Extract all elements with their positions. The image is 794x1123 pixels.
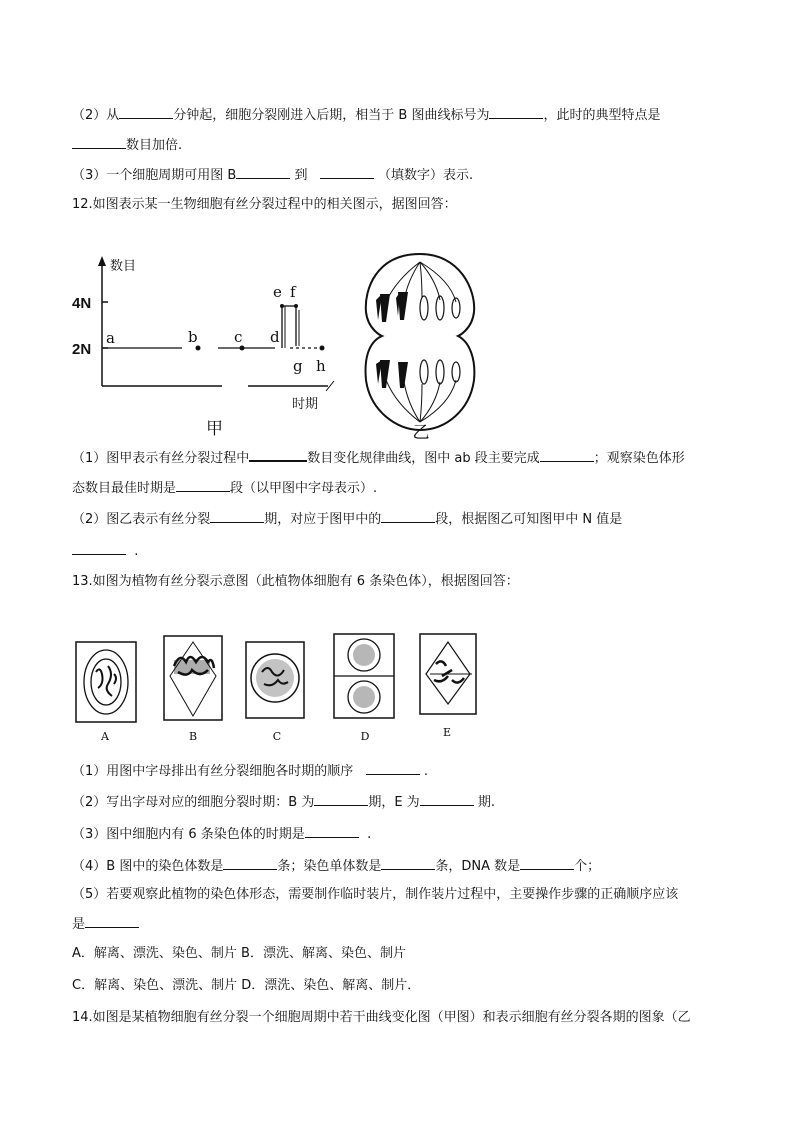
q13-part1-text2: . bbox=[423, 764, 428, 779]
cell-d-drawing bbox=[334, 634, 394, 718]
q12-part2-text1: （2）图乙表示有丝分裂 bbox=[72, 512, 211, 527]
q13-part1-text1: （1）用图中字母排出有丝分裂细胞各时期的顺序 bbox=[72, 764, 354, 779]
q12-part1-line1 bbox=[72, 446, 685, 468]
q11-part2-line1 bbox=[72, 104, 660, 125]
q13-part3-text1: （3）图中细胞内有 6 条染色体的时期是 bbox=[72, 827, 305, 842]
q13-cell-drawings bbox=[74, 632, 484, 724]
q12-part2-text4: . bbox=[134, 544, 139, 559]
anaphase-cell-drawing bbox=[356, 250, 486, 440]
q12-stem: 12.如图表示某一生物细胞有丝分裂过程中的相关图示，据图回答： bbox=[72, 197, 457, 212]
caption-jia: 甲 bbox=[206, 419, 223, 439]
label-h: h bbox=[316, 357, 326, 375]
q13-part1 bbox=[72, 760, 428, 781]
q11-part3-line bbox=[72, 164, 473, 185]
q13-part2-blank2[interactable] bbox=[420, 791, 474, 806]
q14-stem: 14.如图是某植物细胞有丝分裂一个细胞周期中若干曲线变化图（甲图）和表示细胞有丝分裂各期的图象（乙 bbox=[72, 1010, 691, 1025]
q11-part2-blank2[interactable] bbox=[489, 104, 543, 119]
tick-4n: 4N bbox=[72, 295, 92, 312]
q11-part2-blank3[interactable] bbox=[72, 134, 126, 149]
q13-part5-line2 bbox=[72, 913, 139, 934]
q11-part2-line2 bbox=[72, 134, 182, 155]
q13-part1-blank[interactable] bbox=[366, 760, 420, 775]
q13-part3-blank[interactable] bbox=[305, 823, 359, 838]
q13-stem: 13.如图为植物有丝分裂示意图（此植物体细胞有 6 条染色体），根据图回答： bbox=[72, 574, 519, 589]
q13-part4-blank1[interactable] bbox=[223, 855, 277, 870]
cell-a-drawing bbox=[76, 642, 136, 722]
q12-part2-text3: 段，根据图乙可知图甲中 N 值是 bbox=[435, 512, 623, 527]
q13-part2-text3: 期. bbox=[477, 795, 495, 810]
x-axis-label: 时期 bbox=[292, 397, 319, 412]
q12-part1-blank2[interactable] bbox=[540, 447, 594, 462]
q13-part4-text2: 条；染色单体数是 bbox=[277, 859, 382, 874]
point-c bbox=[240, 346, 245, 351]
point-b bbox=[196, 346, 201, 351]
caption-e: E bbox=[442, 726, 452, 739]
q12-part1-text3: ；观察染色体形 bbox=[593, 451, 685, 466]
caption-b: B bbox=[188, 730, 198, 743]
q13-part5-blank[interactable] bbox=[85, 913, 139, 928]
q13-part4 bbox=[72, 855, 600, 876]
q12-part1-line2 bbox=[72, 477, 377, 498]
q13-options-ab: A．解离、漂洗、染色、制片 B．漂洗、解离、染色、制片 bbox=[72, 946, 406, 961]
tick-2n: 2N bbox=[72, 341, 92, 358]
label-f: f bbox=[290, 283, 296, 301]
q12-part1-text2: 数目变化规律曲线，图中 ab 段主要完成 bbox=[307, 451, 540, 466]
q11-part2-text3: ，此时的典型特点是 bbox=[543, 108, 661, 123]
q11-part3-blank2[interactable] bbox=[320, 164, 374, 179]
label-b: b bbox=[188, 328, 198, 346]
q13-options-cd: C．解离、染色、漂洗、制片 D．漂洗、染色、解离、制片． bbox=[72, 978, 421, 993]
q11-part2-text1: （2）从 bbox=[72, 108, 120, 123]
q13-part5-text2: 是 bbox=[72, 917, 86, 932]
label-g: g bbox=[293, 357, 303, 375]
q13-part2-text1: （2）写出字母对应的细胞分裂时期：B 为 bbox=[72, 795, 315, 810]
q12-part2-blank1[interactable] bbox=[210, 508, 264, 523]
point-e bbox=[280, 304, 284, 308]
q13-part2-text2: 期，E 为 bbox=[368, 795, 420, 810]
q13-part5-line1: （5）若要观察此植物的染色体形态，需要制作临时装片，制作装片过程中，主要操作步骤的正确顺序应该 bbox=[72, 887, 679, 902]
caption-a: A bbox=[101, 730, 109, 743]
q12-figure-yi bbox=[356, 250, 486, 443]
q13-part3-text2: . bbox=[367, 827, 372, 842]
q12-part1-blank3[interactable] bbox=[176, 477, 230, 492]
q11-part2-text2: 分钟起，细胞分裂刚进入后期，相当于 B 图曲线标号为 bbox=[173, 108, 490, 123]
q12-part1-text1: （1）图甲表示有丝分裂过程中 bbox=[72, 451, 250, 466]
cell-c-drawing bbox=[246, 642, 304, 718]
caption-c: C bbox=[272, 730, 282, 743]
q12-part2-blank2[interactable] bbox=[381, 508, 435, 523]
q12-part2-line1 bbox=[72, 508, 622, 529]
cell-b-drawing bbox=[164, 636, 222, 720]
q13-figures bbox=[74, 632, 484, 743]
q13-part4-text1: （4）B 图中的染色体数是 bbox=[72, 859, 224, 874]
label-d: d bbox=[270, 328, 280, 346]
q13-part2 bbox=[72, 791, 495, 812]
y-axis-label: 数目 bbox=[110, 259, 137, 274]
q11-part2-blank1[interactable] bbox=[119, 104, 173, 119]
q12-part2-line2 bbox=[72, 540, 138, 561]
point-h bbox=[320, 346, 325, 351]
q11-part3-blank1[interactable] bbox=[236, 164, 290, 179]
y-axis-arrow-icon bbox=[98, 256, 106, 266]
q13-part4-blank3[interactable] bbox=[520, 855, 574, 870]
q12-figure-jia bbox=[70, 250, 340, 440]
caption-yi: 乙 bbox=[412, 423, 430, 443]
cell-e-drawing bbox=[420, 634, 476, 714]
q11-part2-text4: 数目加倍. bbox=[126, 138, 183, 153]
q13-part4-text3: 条，DNA 数是 bbox=[435, 859, 521, 874]
label-a: a bbox=[106, 329, 115, 347]
point-f bbox=[294, 304, 298, 308]
q13-part2-blank1[interactable] bbox=[314, 791, 368, 806]
label-e: e bbox=[273, 283, 282, 301]
q12-part2-text2: 期，对应于图甲中的 bbox=[264, 512, 382, 527]
caption-d: D bbox=[360, 730, 370, 743]
q12-part1-blank1[interactable] bbox=[249, 446, 307, 462]
label-c: c bbox=[234, 328, 243, 346]
q13-part4-text4: 个； bbox=[574, 859, 601, 874]
q13-part3 bbox=[72, 823, 371, 844]
q11-part3-text2: 到 bbox=[294, 168, 308, 183]
q12-part2-blank3[interactable] bbox=[72, 540, 126, 555]
q11-part3-text3: （填数字）表示. bbox=[378, 168, 474, 183]
q12-part1-text5: 段（以甲图中字母表示）. bbox=[230, 481, 378, 496]
q11-part3-text1: （3）一个细胞周期可用图 B bbox=[72, 168, 237, 183]
q13-part4-blank2[interactable] bbox=[381, 855, 435, 870]
q12-graph-jia bbox=[70, 250, 340, 440]
q12-part1-text4: 态数目最佳时期是 bbox=[72, 481, 177, 496]
